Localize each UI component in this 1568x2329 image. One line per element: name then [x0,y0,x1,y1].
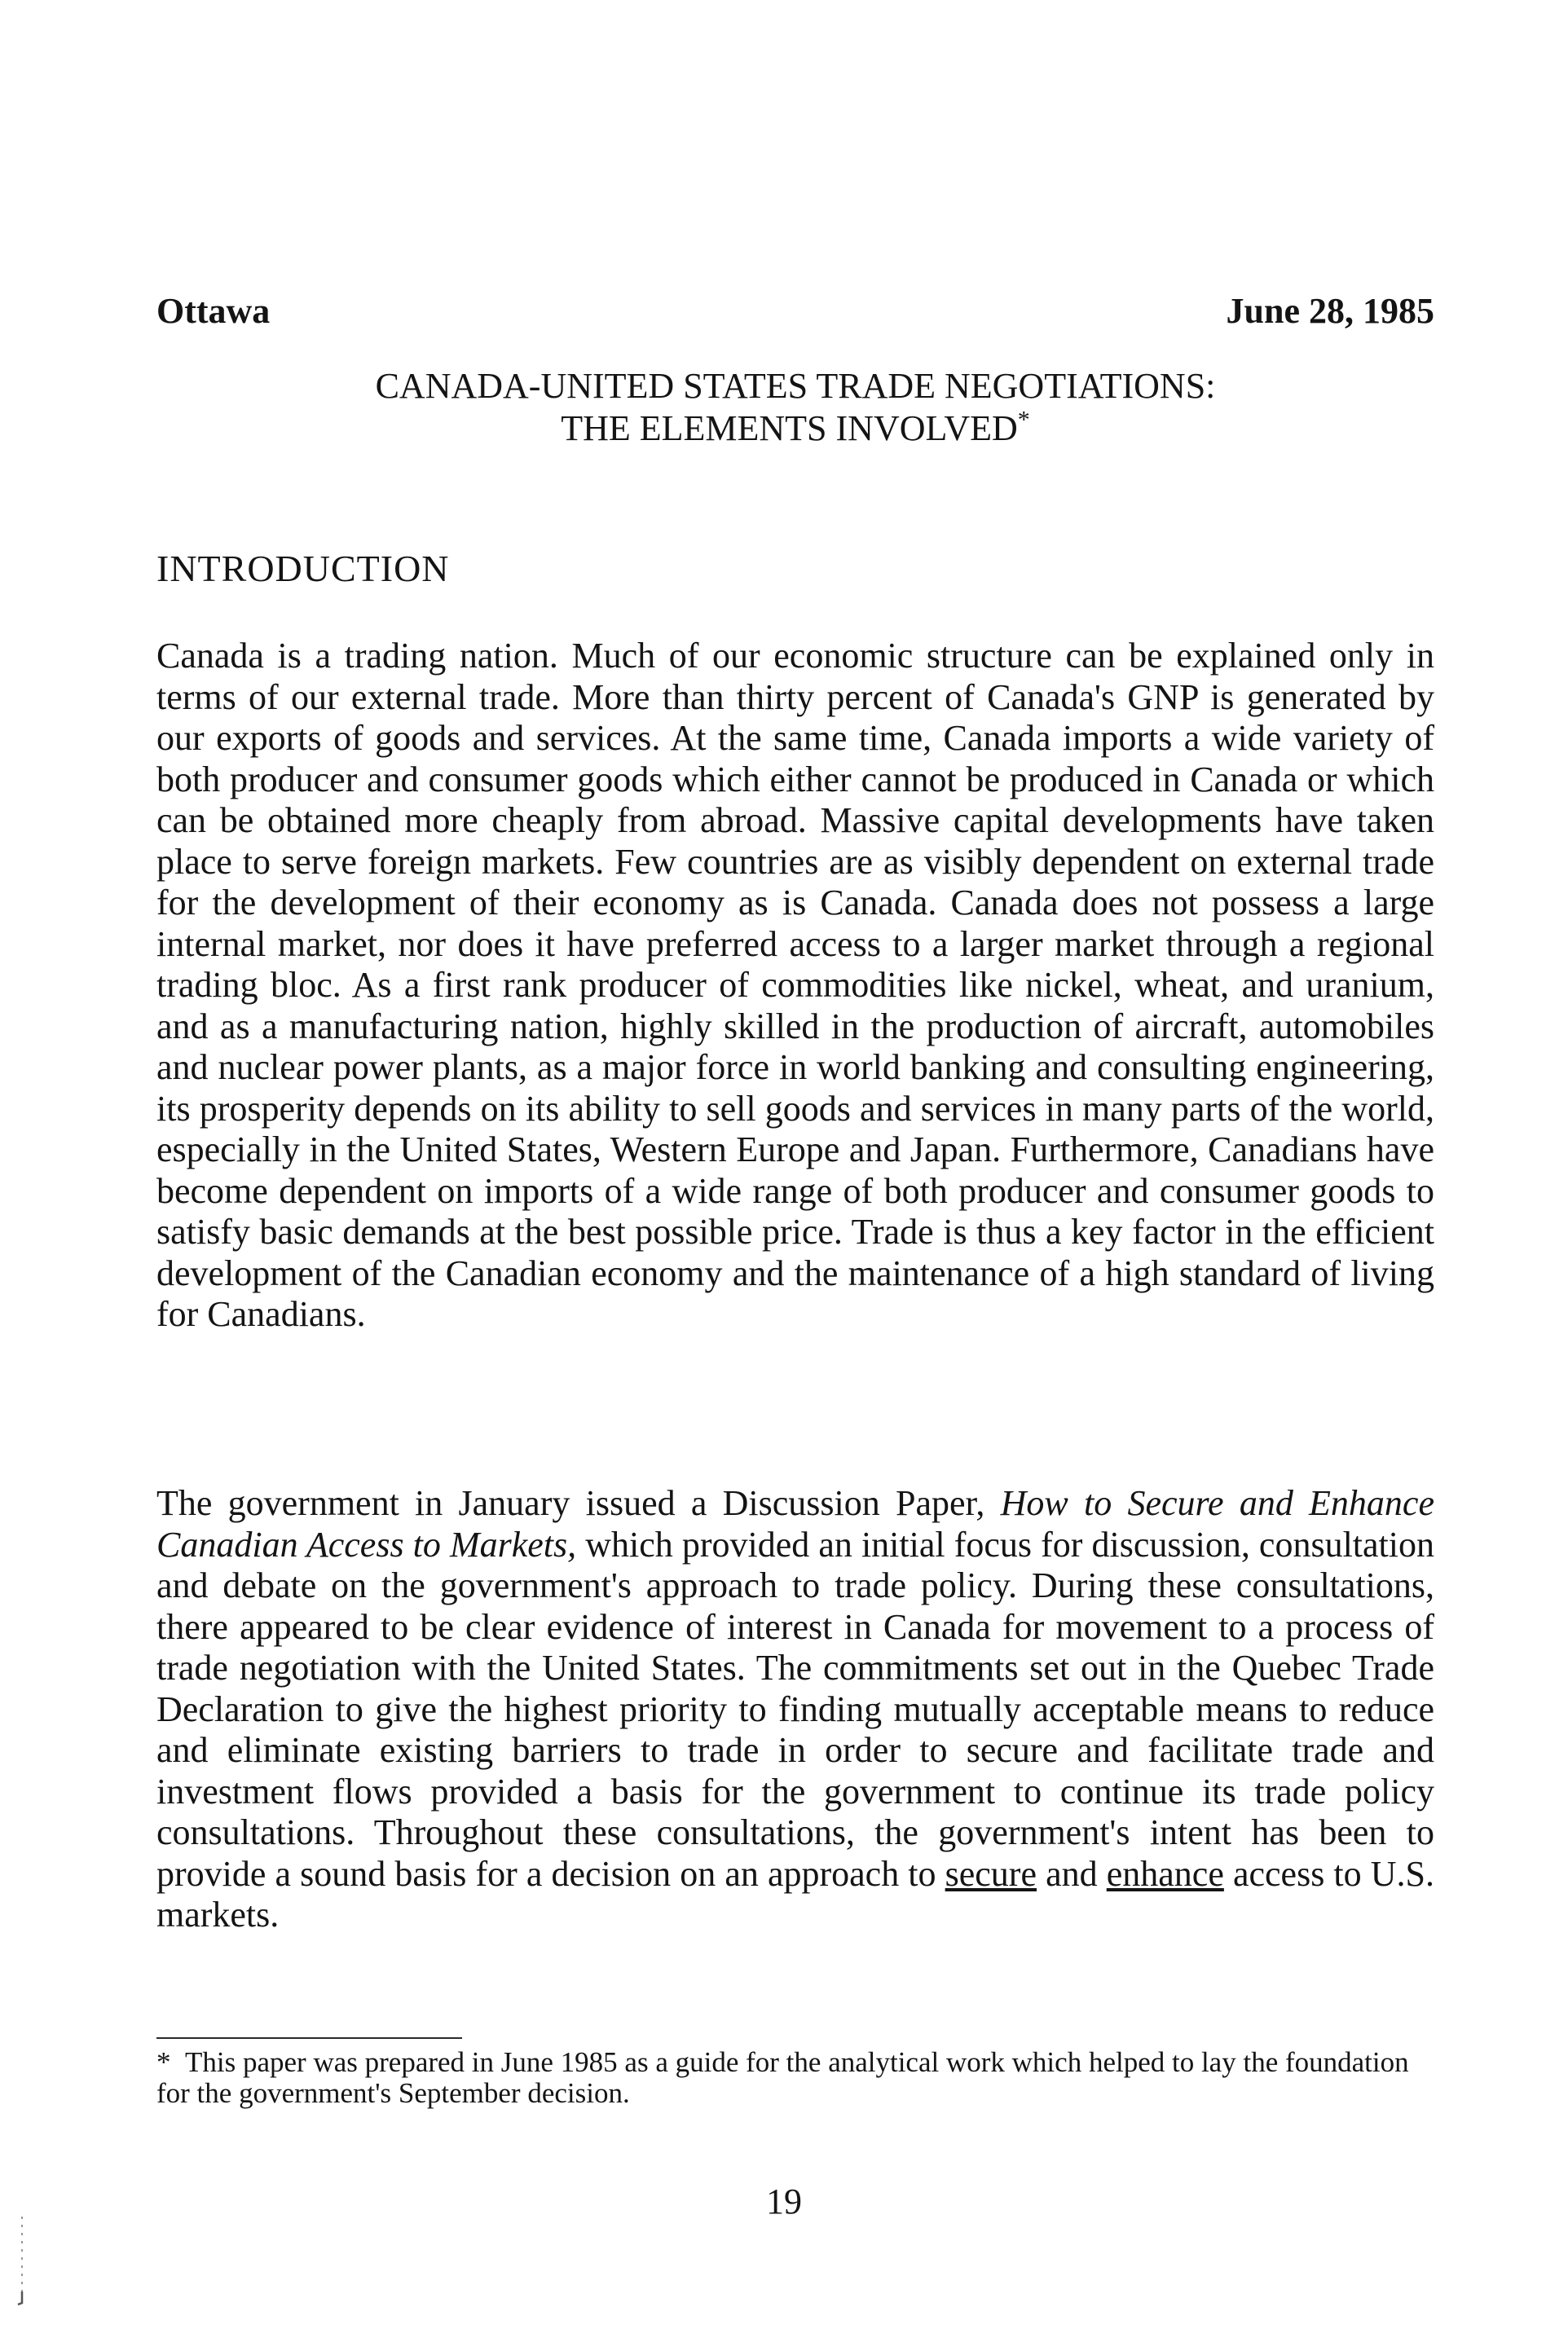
footnote-marker: * [156,2046,171,2078]
title-line-1: CANADA-UNITED STATES TRADE NEGOTIATIONS: [375,366,1216,406]
page-number: 19 [766,2182,802,2221]
header-line [156,287,1434,336]
underlined-enhance: enhance [1106,1853,1224,1894]
footnote-text: This paper was prepared in June 1985 as a guide for the analytical work which helped to lay the foundation for the government's September decision. [156,2046,1409,2109]
date-label: June 28, 1985 [1226,291,1434,331]
underlined-secure: secure [945,1853,1037,1894]
footnote-divider [156,2037,462,2039]
document-title [156,365,1434,450]
paragraph-introduction: Canada is a trading nation. Much of our economic structure can be explained only in terms of our external trade. More than thirty percent of Canada's GNP is generated by our exports of goods and services. At the same time, Canada imports a wide variety of both producer and consumer goods which either cannot be produced in Canada or which can be obtained more cheaply from abroad. Massive capital developments have taken place to serve foreign markets. Few countries are as visibly dependent on external trade for the development of their economy as is Canada. Canada does not possess a large internal market, nor does it have preferred access to a larger market through a regional trading bloc. As a first rank producer of commodities like nickel, wheat, and uranium, and as a manufacturing nation, highly skilled in the production of aircraft, automobiles and nuclear power plants, as a major force in world banking and consulting engineering, its prosperity depends on its ability to sell goods and services in many parts of the world, especially in the United States, Western Europe and Japan. Furthermore, Canadians have become dependent on imports of a wide range of both producer and consumer goods to satisfy basic demands at the best possible price. Trade is thus a key factor in the efficient development of the Canadian economy and the maintenance of a high standard of living for Canadians. [156,636,1434,1334]
footnote [156,2047,1434,2109]
paragraph-2-part-2: which provided an initial focus for discussion, consultation and debate on the government's approach to trade policy. During these consultations, there appeared to be clear evidence of interest in Canada for movement to a process of trade negotiation with the United States. The commitments set out in the Quebec Trade Declaration to give the highest priority to finding mutually acceptable means to reduce and eliminate existing barriers to trade in order to secure and facilitate trade and investment flows provided a basis for the government to continue its trade policy consultations. Throughout these consultations, the government's intent has been to provide a sound basis for a decision on an approach to [156,1524,1434,1894]
discussion-paper-title: How to Secure and Enhance Canadian Access to Markets, [156,1483,1434,1565]
title-line-2-text: THE ELEMENTS INVOLVED [561,408,1018,448]
paragraph-2-part-1: The government in January issued a Discussion Paper, [156,1483,1001,1523]
title-line-2 [156,407,1434,450]
title-footnote-marker: * [1017,406,1030,434]
scan-artifact-icon [16,2217,28,2306]
section-heading: INTRODUCTION [156,548,450,589]
paragraph-2-part-3: and [1037,1853,1107,1894]
paragraph-discussion-paper [156,1483,1434,1936]
place-label: Ottawa [156,291,271,331]
paragraph-2-part-4: access to U.S. markets. [156,1853,1434,1935]
